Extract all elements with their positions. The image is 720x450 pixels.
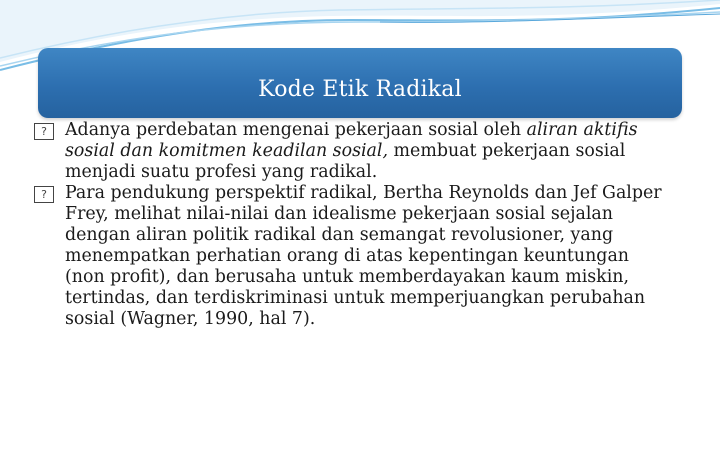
square-bullet-icon: ? — [34, 186, 54, 203]
paragraph-1-text-end: membuat pekerjaan sosial menjadi suatu profesi yang radikal. — [65, 141, 626, 182]
slide-title: Kode Etik Radikal — [258, 76, 462, 102]
paragraph-1-italic: aliran aktifis sosial dan komitmen keadilan sosial, — [65, 120, 638, 161]
square-bullet-icon: ? — [34, 123, 54, 140]
paragraph-1-text: Adanya perdebatan mengenai pekerjaan sosial oleh — [65, 120, 527, 140]
slide-body — [34, 120, 674, 330]
paragraph-2 — [34, 183, 674, 330]
paragraph-2-text: Para pendukung perspektif radikal, Bertha Reynolds dan Jef Galper Frey, melihat nilai-nilai dan idealisme pekerjaan sosial sejalan dengan aliran politik radikal dan semangat revolusioner, yang menempatkan perhatian orang di atas kepentingan keuntungan (non profit), dan berusaha untuk memberdayakan kaum miskin, tertindas, dan terdiskriminasi untuk memperjuangkan perubahan sosial (Wagner, 1990, hal 7). — [65, 183, 662, 329]
title-bar — [38, 48, 682, 118]
paragraph-1 — [34, 120, 674, 183]
